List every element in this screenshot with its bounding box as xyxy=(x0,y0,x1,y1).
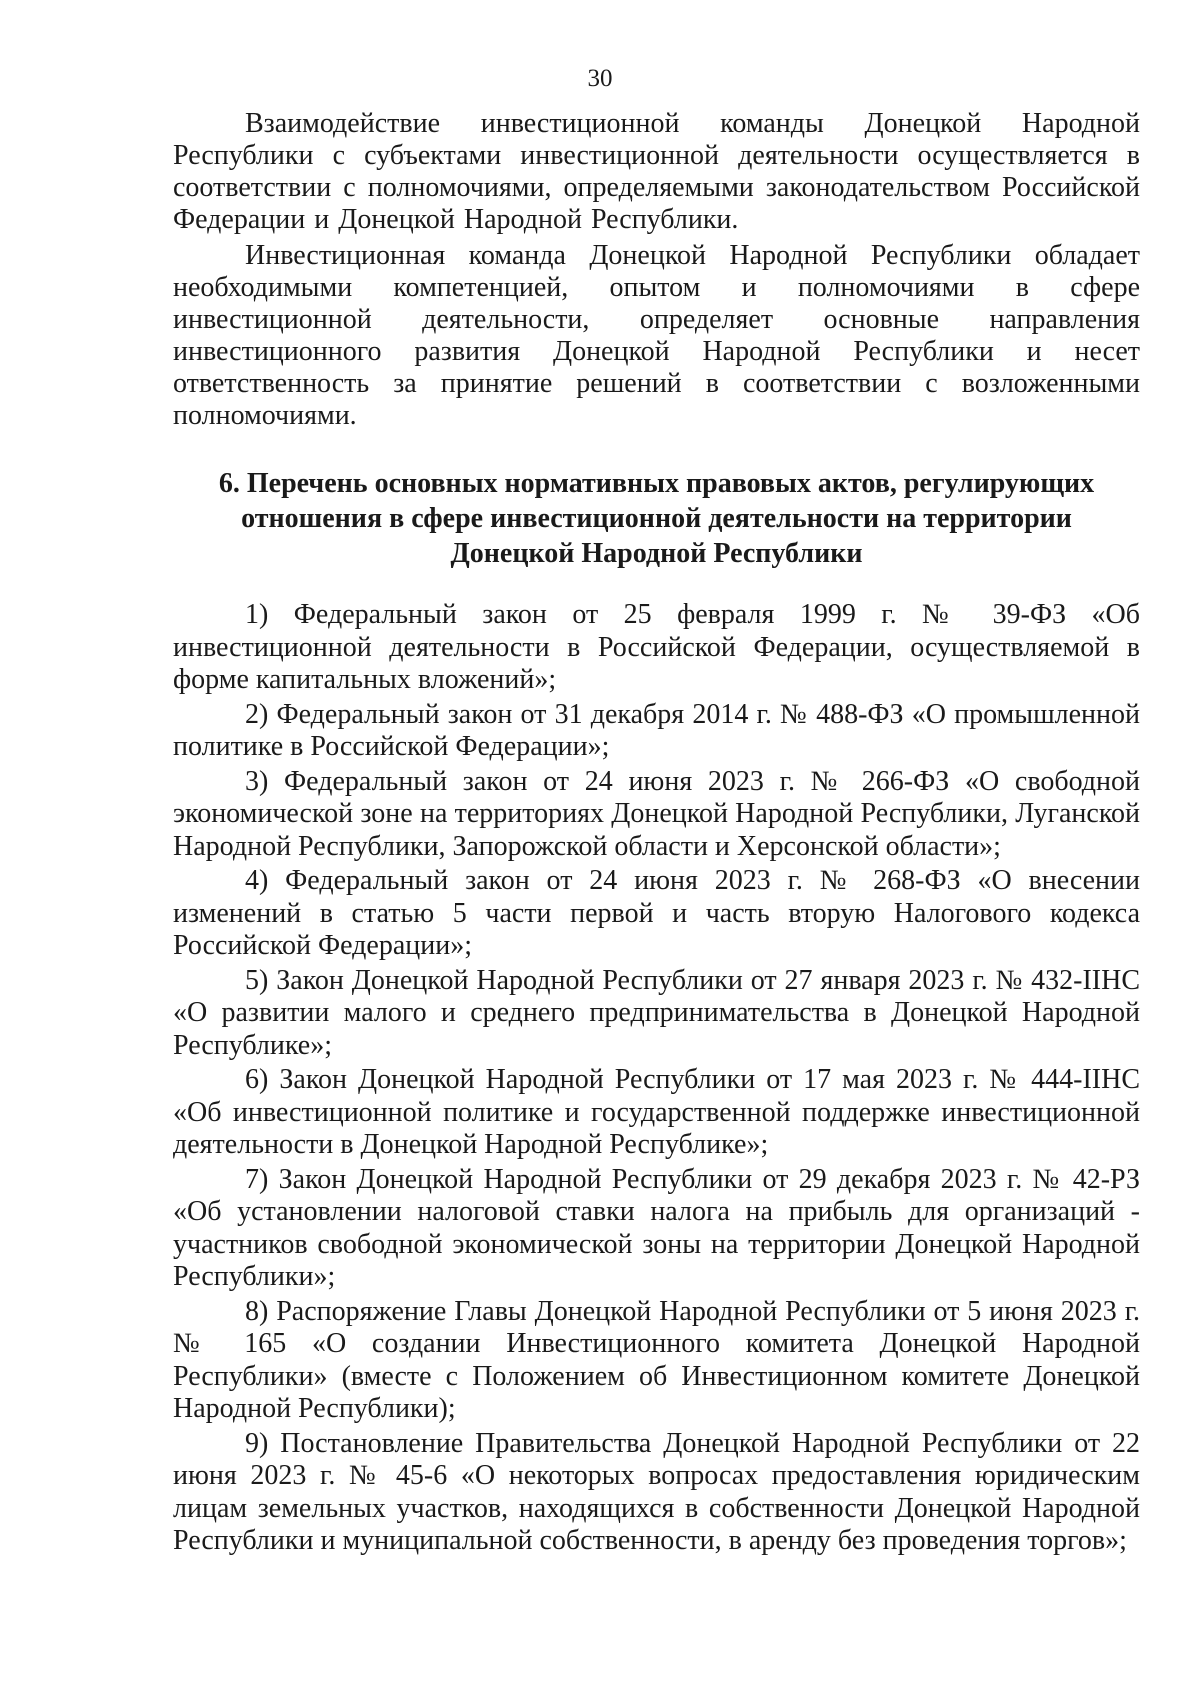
list-item-text: Закон Донецкой Народной Республики от 17 мая 2023 г. № 444-IIНС «Об инвестиционной политике и государственной поддержке инвестиционной деятельности в Донецкой Народной Республике»; xyxy=(173,1064,1141,1160)
page-number: 30 xyxy=(587,65,613,92)
list-item xyxy=(173,699,1140,764)
list-item-number: 2) xyxy=(245,698,269,730)
paragraph: Взаимодействие инвестиционной команды Донецкой Народной Республики с субъектами инвестиционной деятельности осуществляется в соответствии с полномочиями, определяемыми законодательством Российской Федерации и Донецкой Народной Республики. xyxy=(173,108,1140,235)
list-item xyxy=(173,766,1140,864)
list-item-text: Федеральный закон от 25 февраля 1999 г. № 39-ФЗ «Об инвестиционной деятельности в Российской Федерации, осуществляемой в форме капитальных вложений»; xyxy=(173,599,1140,695)
list-item xyxy=(173,599,1140,697)
list-item xyxy=(173,865,1140,963)
document-body xyxy=(173,108,1140,1560)
list-item-number: 9) xyxy=(245,1427,269,1459)
section-heading-line: отношения в сфере инвестиционной деятельности на территории xyxy=(241,503,1072,534)
list-item-number: 3) xyxy=(245,765,269,797)
list-item xyxy=(173,1428,1140,1558)
list-item xyxy=(173,1296,1140,1426)
section-heading-line: Донецкой Народной Республики xyxy=(450,538,863,569)
paragraph: Инвестиционная команда Донецкой Народной Республики обладает необходимыми компетенцией, опытом и полномочиями в сфере инвестиционной деятельности, определяет основные направления инвестиционного развития Донецкой Народной Республики и несет ответственность за принятие решений в соответствии с возложенными полномочиями. xyxy=(173,240,1140,431)
list-item-text: Федеральный закон от 31 декабря 2014 г. № 488-ФЗ «О промышленной политике в Российской Федерации»; xyxy=(173,698,1140,762)
list-item xyxy=(173,965,1140,1063)
list-item-text: Закон Донецкой Народной Республики от 29 декабря 2023 г. № 42-РЗ «Об установлении налоговой ставки налога на прибыль для организаций - участников свободной экономической зоны на территории Донецкой Народной Республики»; xyxy=(173,1163,1141,1292)
list-item xyxy=(173,1164,1140,1294)
list-item-text: Распоряжение Главы Донецкой Народной Республики от 5 июня 2023 г. № 165 «О создании Инвестиционного комитета Донецкой Народной Республики» (вместе с Положением об Инвестиционном комитете Донецкой Народной Республики); xyxy=(173,1295,1141,1424)
list-item-number: 5) xyxy=(245,964,269,996)
list-item-number: 8) xyxy=(245,1295,269,1327)
section-heading xyxy=(173,466,1140,571)
list-item-number: 4) xyxy=(245,865,269,896)
list-item-number: 7) xyxy=(245,1163,269,1195)
list-item-text: Федеральный закон от 24 июня 2023 г. № 268-ФЗ «О внесении изменений в статью 5 части первой и часть вторую Налогового кодекса Российской Федерации»; xyxy=(173,865,1140,961)
list-item-text: Федеральный закон от 24 июня 2023 г. № 266-ФЗ «О свободной экономической зоне на территориях Донецкой Народной Республики, Луганской Народной Республики, Запорожской области и Херсонской области»; xyxy=(173,765,1141,862)
list-item-number: 6) xyxy=(245,1064,269,1095)
list-item xyxy=(173,1064,1140,1162)
list-item-text: Постановление Правительства Донецкой Народной Республики от 22 июня 2023 г. № 45-6 «О некоторых вопросах предоставления юридическим лицам земельных участков, находящихся в собственности Донецкой Народной Республики и муниципальной собственности, в аренду без проведения торгов»; xyxy=(173,1427,1140,1556)
list-item-text: Закон Донецкой Народной Республики от 27 января 2023 г. № 432-IIНС «О развитии малого и среднего предпринимательства в Донецкой Народной Республике»; xyxy=(173,964,1140,1061)
list-item-number: 1) xyxy=(245,599,269,630)
section-heading-line: 6. Перечень основных нормативных правовых актов, регулирующих xyxy=(218,468,1095,499)
